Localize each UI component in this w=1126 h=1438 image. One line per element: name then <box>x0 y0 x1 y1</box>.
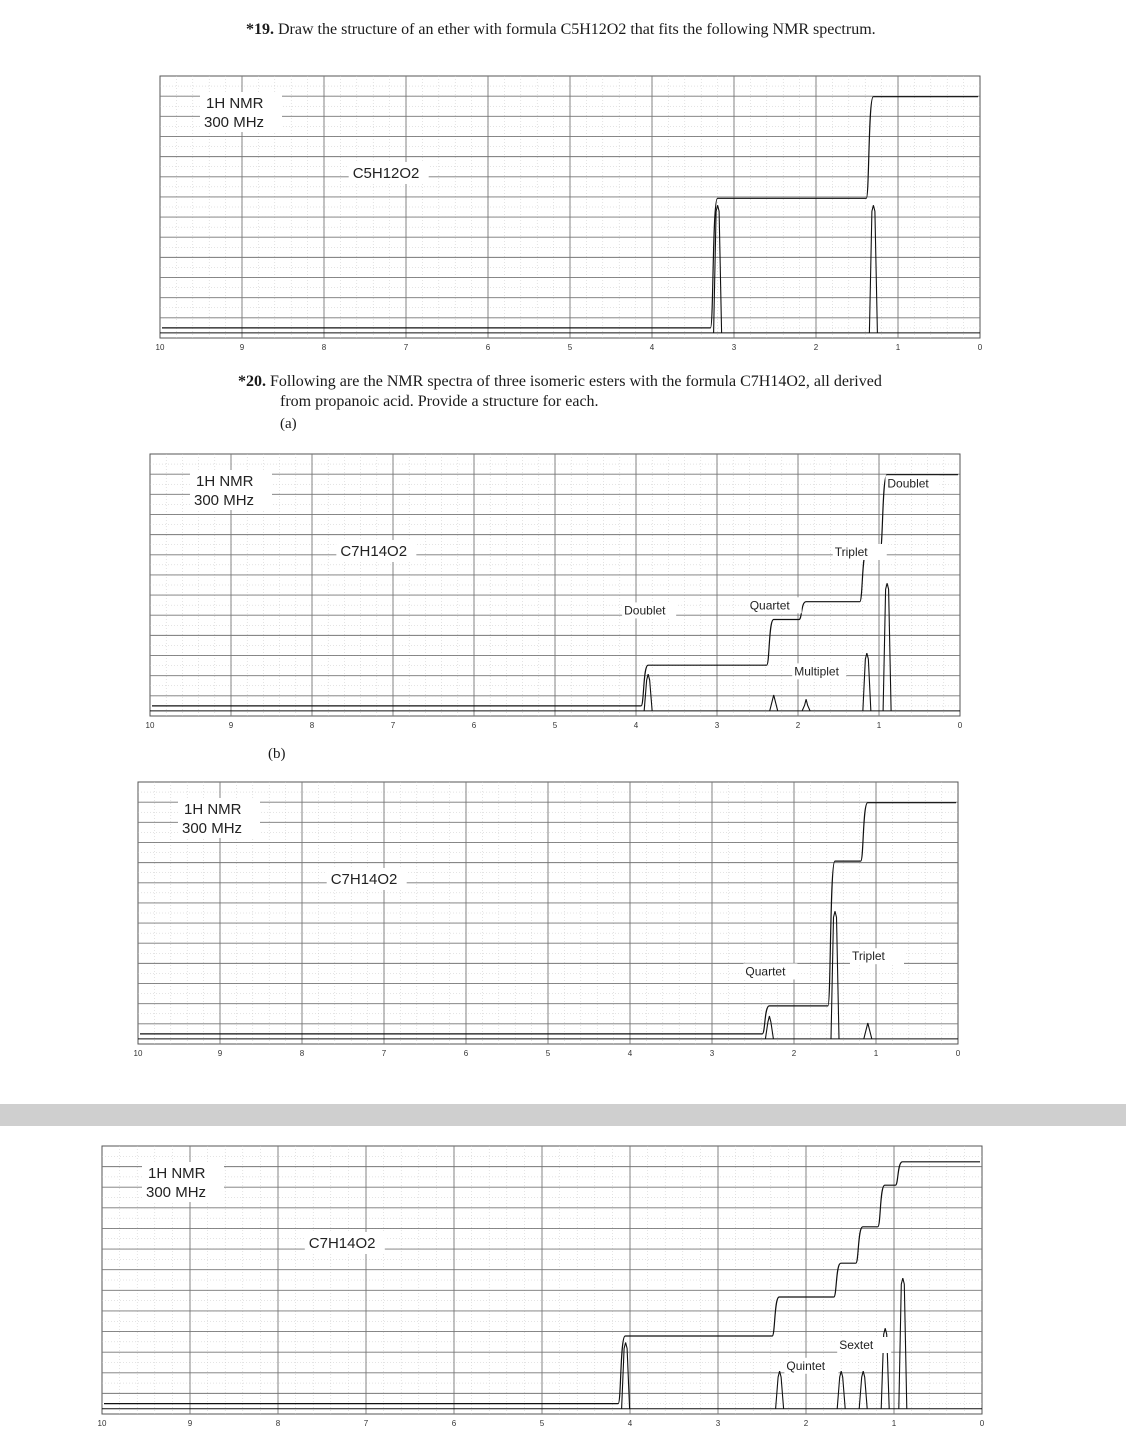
x-tick-label: 7 <box>363 1419 369 1428</box>
problem-20-continued <box>280 392 980 412</box>
x-tick-label: 3 <box>709 1049 715 1058</box>
nmr-label: 1H NMR <box>196 473 254 490</box>
x-tick-label: 8 <box>321 343 327 352</box>
multiplicity-annotation: Sextet <box>839 1338 874 1352</box>
x-tick-label: 5 <box>539 1419 545 1428</box>
x-tick-label: 3 <box>715 1419 721 1428</box>
x-tick-label: 7 <box>390 721 396 730</box>
x-tick-label: 0 <box>955 1049 961 1058</box>
x-tick-label: 0 <box>957 721 963 730</box>
x-tick-label: 9 <box>228 721 234 730</box>
problem-20 <box>238 372 998 392</box>
multiplicity-annotation: Quartet <box>749 598 790 613</box>
nmr-label: 1H NMR <box>148 1165 206 1182</box>
x-tick-label: 4 <box>627 1049 633 1058</box>
formula-label: C7H14O2 <box>308 1235 376 1252</box>
multiplicity-annotation: Triplet <box>834 544 868 559</box>
nmr-chart-svg <box>140 450 970 740</box>
problem-20-line1: Following are the NMR spectra of three isomeric esters with the formula C7H14O2, all derived <box>270 373 882 390</box>
page-divider <box>0 1104 1126 1126</box>
multiplicity-annotation: Doublet <box>887 476 929 491</box>
formula-label: C7H14O2 <box>340 543 408 560</box>
x-tick-label: 8 <box>275 1419 281 1428</box>
formula-label: C5H12O2 <box>352 165 420 182</box>
x-tick-label: 1 <box>891 1419 897 1428</box>
x-tick-label: 6 <box>485 343 491 352</box>
part-a-label: (a) <box>280 416 297 432</box>
x-tick-label: 10 <box>145 721 155 730</box>
nmr-spectrum-part-b <box>128 778 968 1070</box>
problem-19-text: Draw the structure of an ether with formula C5H12O2 that fits the following NMR spectrum. <box>278 21 876 38</box>
problem-20-number: *20. <box>238 373 266 390</box>
frequency-label: 300 MHz <box>194 492 255 509</box>
x-tick-label: 5 <box>567 343 573 352</box>
x-tick-label: 0 <box>979 1419 985 1428</box>
nmr-chart-svg <box>128 778 968 1070</box>
x-tick-label: 5 <box>552 721 558 730</box>
multiplicity-annotation: Multiplet <box>794 664 839 679</box>
x-tick-label: 6 <box>463 1049 469 1058</box>
x-tick-label: 2 <box>795 721 801 730</box>
formula-label: C7H14O2 <box>330 871 398 888</box>
x-tick-label: 5 <box>545 1049 551 1058</box>
x-tick-label: 9 <box>187 1419 193 1428</box>
x-tick-label: 1 <box>873 1049 879 1058</box>
x-tick-label: 3 <box>731 343 737 352</box>
x-tick-label: 4 <box>633 721 639 730</box>
frequency-label: 300 MHz <box>182 820 243 837</box>
x-tick-label: 4 <box>649 343 655 352</box>
frequency-label: 300 MHz <box>204 114 265 131</box>
x-tick-label: 10 <box>133 1049 143 1058</box>
x-tick-label: 0 <box>977 343 983 352</box>
x-tick-label: 8 <box>309 721 315 730</box>
textbook-page-continued <box>0 1126 1126 1438</box>
x-tick-label: 9 <box>239 343 245 352</box>
x-tick-label: 7 <box>381 1049 387 1058</box>
x-tick-label: 9 <box>217 1049 223 1058</box>
nmr-label: 1H NMR <box>184 801 242 818</box>
multiplicity-annotation: Quartet <box>745 964 786 979</box>
frequency-label: 300 MHz <box>146 1184 207 1201</box>
x-tick-label: 4 <box>627 1419 633 1428</box>
part-b-label: (b) <box>268 746 286 762</box>
nmr-label: 1H NMR <box>206 95 264 112</box>
multiplicity-annotation: Doublet <box>624 603 666 618</box>
x-tick-label: 8 <box>299 1049 305 1058</box>
problem-19 <box>246 20 1006 40</box>
multiplicity-annotation: Triplet <box>852 949 885 964</box>
multiplicity-annotation: Quintet <box>786 1358 826 1373</box>
nmr-spectrum-problem-19 <box>150 72 990 362</box>
x-tick-label: 3 <box>714 721 720 730</box>
x-tick-label: 1 <box>895 343 901 352</box>
nmr-spectrum-part-a <box>140 450 970 740</box>
x-tick-label: 2 <box>813 343 819 352</box>
x-tick-label: 2 <box>803 1419 809 1428</box>
problem-20-line2: from propanoic acid. Provide a structure for each. <box>280 393 599 410</box>
x-tick-label: 6 <box>471 721 477 730</box>
nmr-spectrum-part-c <box>92 1142 992 1434</box>
x-tick-label: 10 <box>155 343 165 352</box>
x-tick-label: 2 <box>791 1049 797 1058</box>
problem-19-number: *19. <box>246 21 274 38</box>
nmr-chart-svg <box>150 72 990 362</box>
nmr-chart-svg <box>92 1142 992 1434</box>
x-tick-label: 10 <box>97 1419 107 1428</box>
x-tick-label: 1 <box>876 721 882 730</box>
x-tick-label: 6 <box>451 1419 457 1428</box>
x-tick-label: 7 <box>403 343 409 352</box>
